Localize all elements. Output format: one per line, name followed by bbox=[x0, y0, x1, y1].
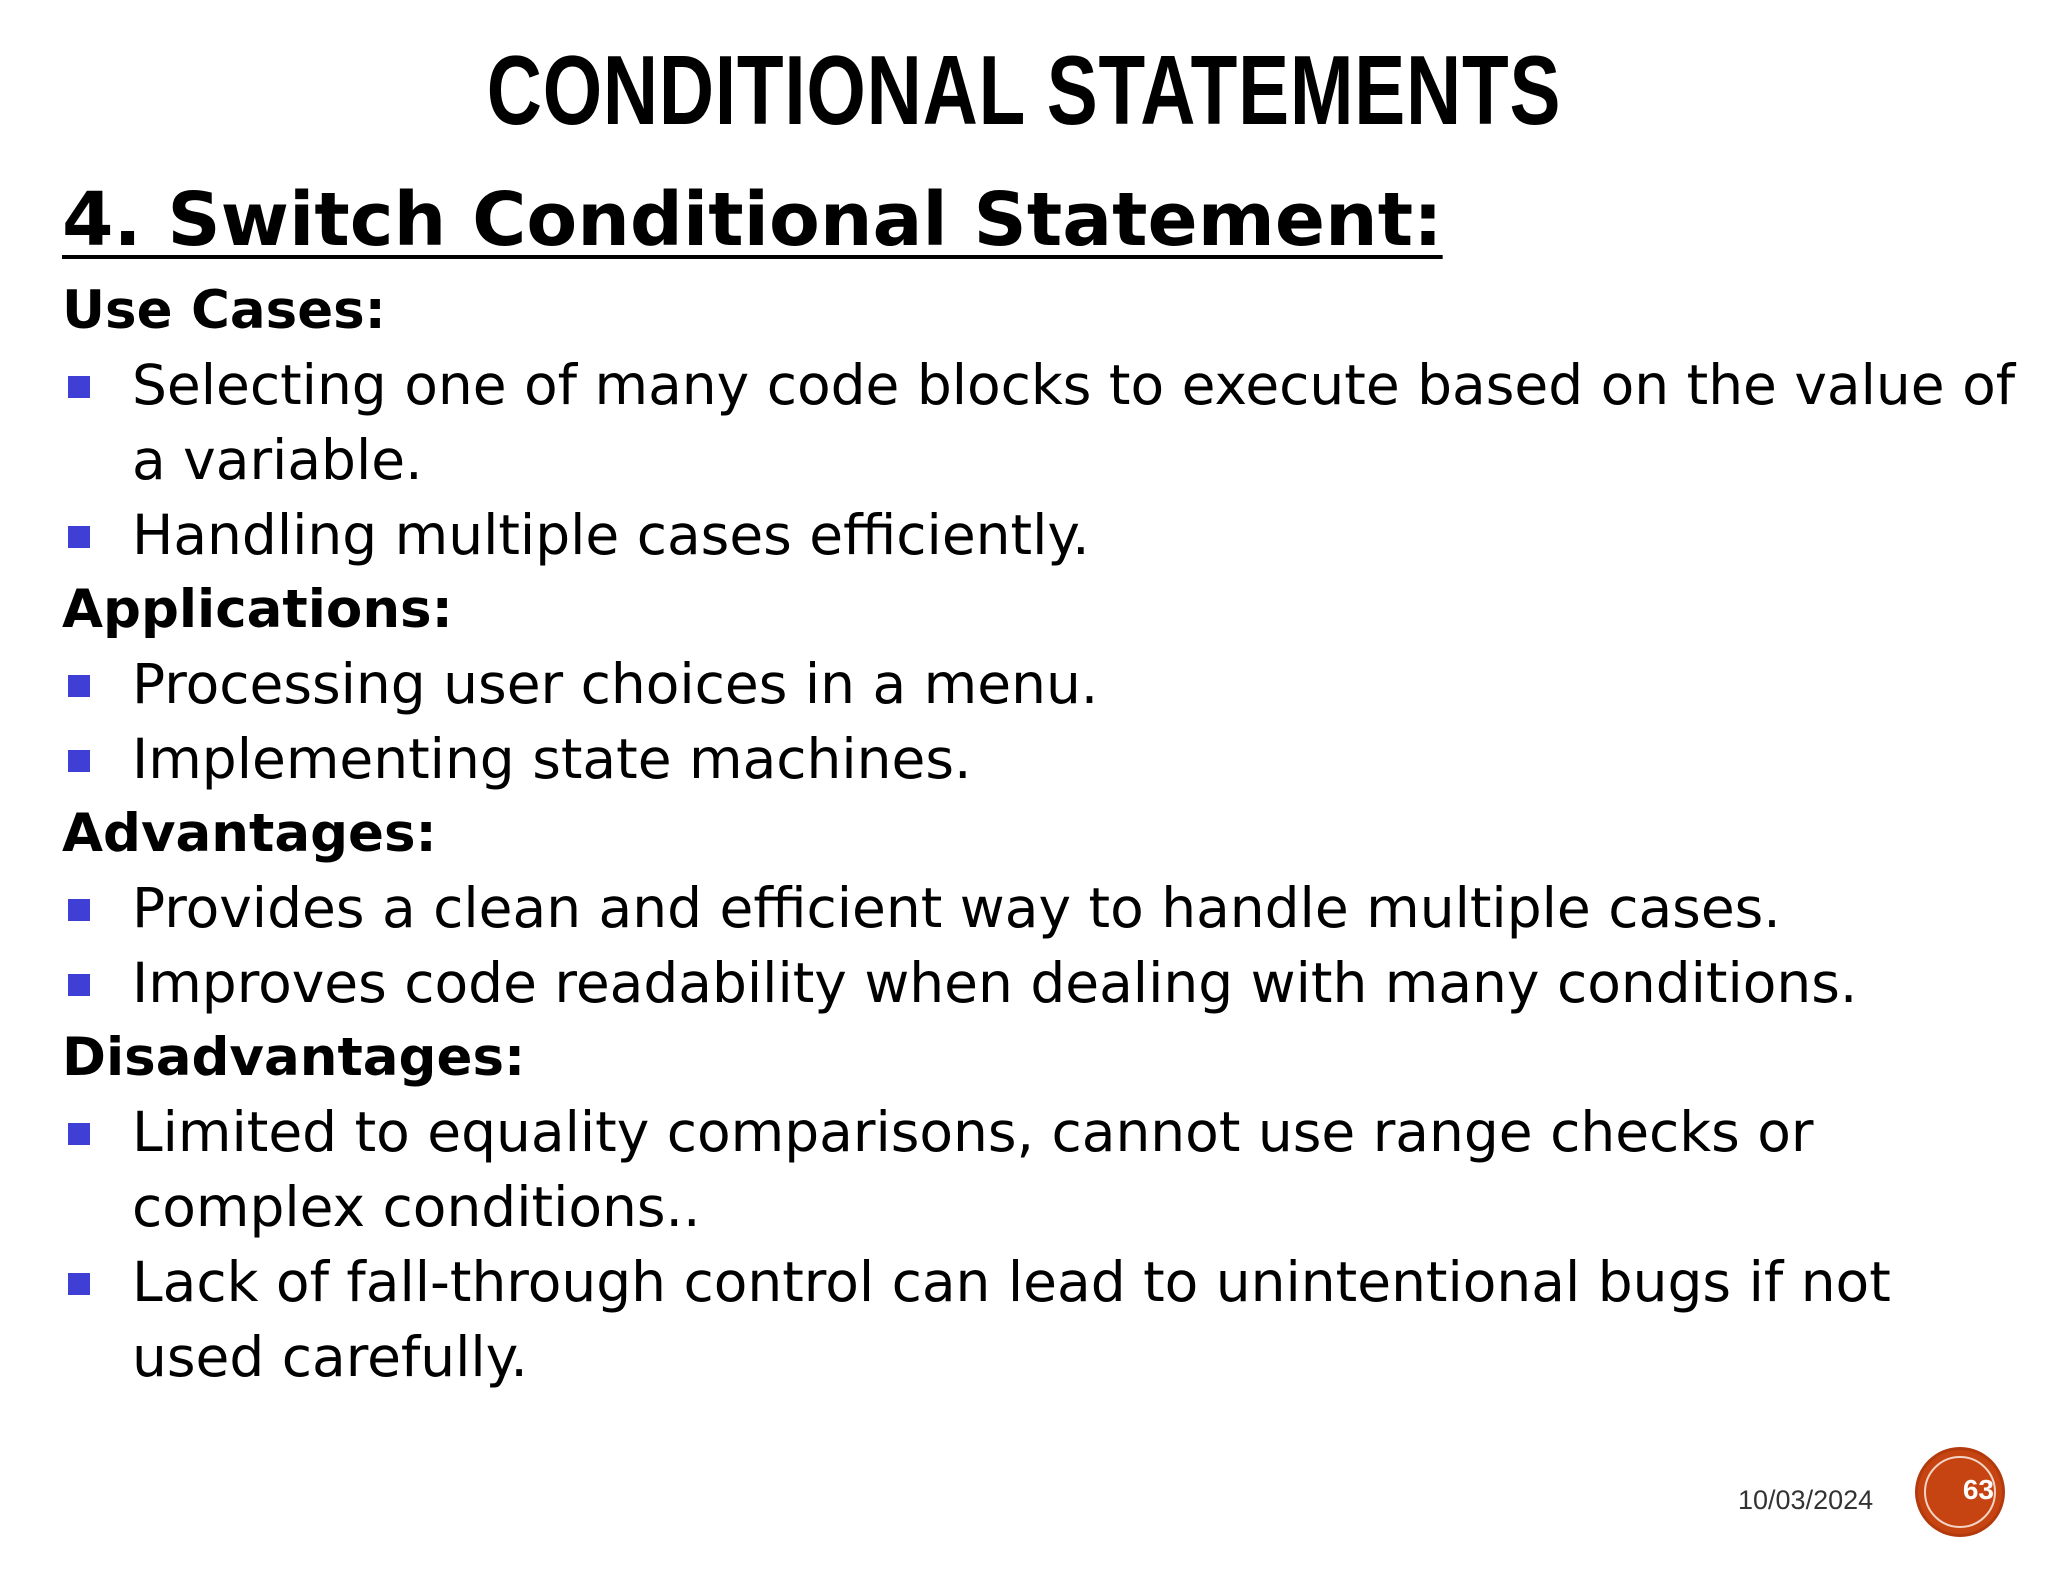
square-bullet-icon bbox=[68, 675, 90, 697]
use-cases-section bbox=[62, 274, 2022, 573]
disadvantages-section bbox=[62, 1021, 2022, 1395]
advantages-list bbox=[62, 871, 2022, 1021]
square-bullet-icon bbox=[68, 526, 90, 548]
applications-section bbox=[62, 573, 2022, 797]
bullet-text: Limited to equality comparisons, cannot use range checks or complex conditions.. bbox=[132, 1100, 1814, 1239]
use-cases-list bbox=[62, 348, 2022, 573]
list-item bbox=[62, 722, 2032, 797]
slide-title: CONDITIONAL STATEMENTS bbox=[486, 35, 1562, 145]
list-item bbox=[62, 1095, 2032, 1245]
square-bullet-icon bbox=[68, 1123, 90, 1145]
bullet-text: Improves code readability when dealing with many conditions. bbox=[132, 951, 1858, 1015]
applications-title: Applications: bbox=[62, 579, 453, 640]
square-bullet-icon bbox=[68, 750, 90, 772]
list-item bbox=[62, 871, 2032, 946]
advantages-title: Advantages: bbox=[62, 803, 437, 864]
disadvantages-title: Disadvantages: bbox=[62, 1027, 526, 1088]
list-item bbox=[62, 498, 2032, 573]
slide-content bbox=[62, 274, 2022, 1395]
applications-list bbox=[62, 647, 2022, 797]
section-heading: 4. Switch Conditional Statement: bbox=[62, 177, 1443, 263]
bullet-text: Implementing state machines. bbox=[132, 727, 972, 791]
square-bullet-icon bbox=[68, 1273, 90, 1295]
disadvantages-list bbox=[62, 1095, 2022, 1395]
bullet-text: Selecting one of many code blocks to execute based on the value of a variable. bbox=[132, 353, 2016, 492]
list-item bbox=[62, 946, 2032, 1021]
page-number-badge-icon bbox=[1918, 1450, 2002, 1534]
square-bullet-icon bbox=[68, 899, 90, 921]
page-number: 63 bbox=[1962, 1474, 1994, 1505]
square-bullet-icon bbox=[68, 376, 90, 398]
bullet-text: Provides a clean and efficient way to handle multiple cases. bbox=[132, 876, 1781, 940]
list-item bbox=[62, 647, 2032, 722]
footer-date: 10/03/2024 bbox=[1738, 1485, 1874, 1515]
bullet-text: Processing user choices in a menu. bbox=[132, 652, 1099, 716]
advantages-section bbox=[62, 797, 2022, 1021]
bullet-text: Lack of fall-through control can lead to unintentional bugs if not used carefully. bbox=[132, 1250, 1891, 1389]
bullet-text: Handling multiple cases efficiently. bbox=[132, 503, 1090, 567]
square-bullet-icon bbox=[68, 974, 90, 996]
list-item bbox=[62, 348, 2032, 498]
list-item bbox=[62, 1245, 2032, 1395]
use-cases-title: Use Cases: bbox=[62, 280, 386, 341]
